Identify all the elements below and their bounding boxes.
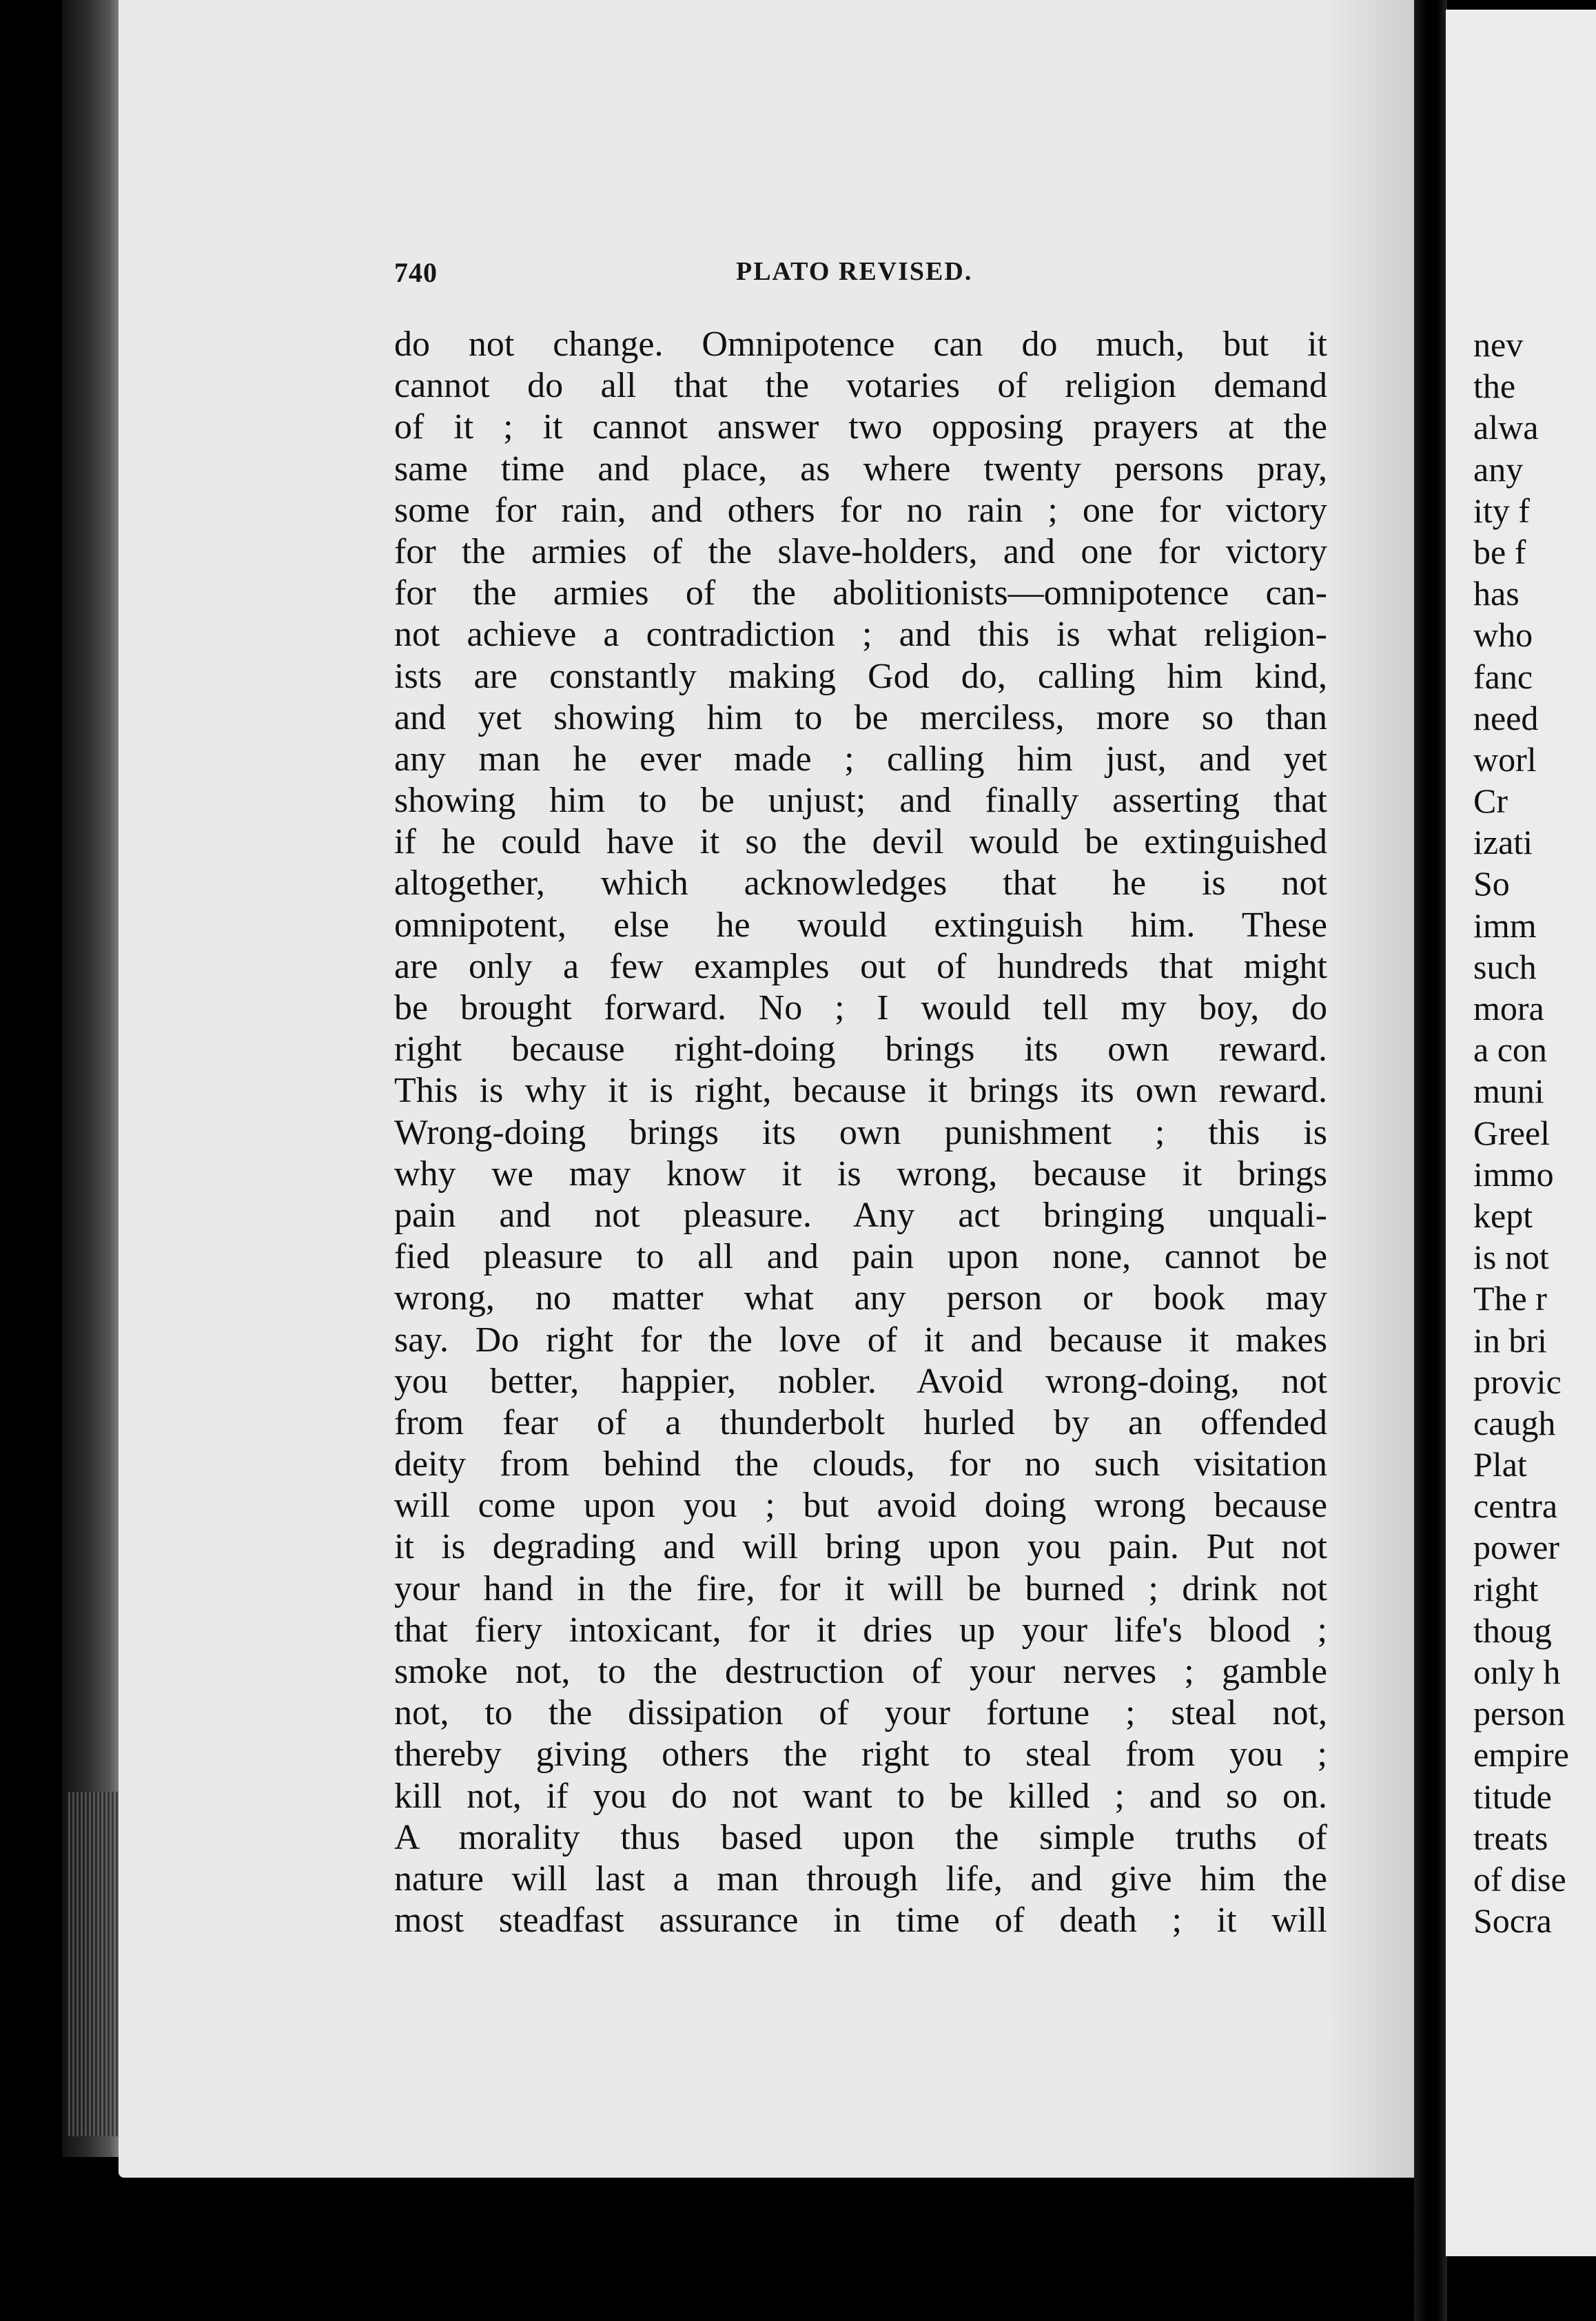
text-line: kill not, if you do not want to be killed ; and so on. xyxy=(394,1776,1327,1816)
facing-page-line: power xyxy=(1473,1528,1559,1567)
facing-page-line: thoug xyxy=(1473,1611,1552,1650)
body-text xyxy=(394,324,1327,1941)
facing-page-line: right xyxy=(1473,1569,1539,1608)
page-number: 740 xyxy=(394,257,438,288)
text-line: cannot do all that the votaries of religion demand xyxy=(394,366,1327,406)
facing-page-line: alwa xyxy=(1473,408,1539,447)
left-page-gutter-shade xyxy=(1330,0,1414,2178)
text-line: wrong, no matter what any person or book may xyxy=(394,1278,1327,1318)
text-line: do not change. Omnipotence can do much, but it xyxy=(394,325,1327,364)
facing-page-line: any xyxy=(1473,449,1524,489)
facing-page-line: Socra xyxy=(1473,1901,1552,1941)
text-line: most steadfast assurance in time of death ; it will xyxy=(394,1901,1327,1941)
text-line: fied pleasure to all and pain upon none, cannot be xyxy=(394,1237,1327,1277)
facing-page-line: a con xyxy=(1473,1030,1547,1070)
running-head xyxy=(394,256,1331,298)
facing-page-line: imm xyxy=(1473,906,1537,945)
text-line: omnipotent, else he would extinguish him. These xyxy=(394,905,1327,945)
text-line: any man he ever made ; calling him just, and yet xyxy=(394,739,1327,779)
text-line: be brought forward. No ; I would tell my boy, do xyxy=(394,988,1327,1027)
text-line: ists are constantly making God do, calling him kind, xyxy=(394,656,1327,696)
text-line: same time and place, as where twenty persons pray, xyxy=(394,449,1327,489)
text-line: pain and not pleasure. Any act bringing unquali- xyxy=(394,1195,1327,1235)
text-line: thereby giving others the right to steal from you ; xyxy=(394,1735,1327,1775)
text-line: deity from behind the clouds, for no such visitation xyxy=(394,1444,1327,1484)
running-title: PLATO REVISED. xyxy=(736,257,973,286)
facing-page-line: fanc xyxy=(1473,657,1533,696)
text-line: nature will last a man through life, and give him the xyxy=(394,1859,1327,1899)
facing-page-line: the xyxy=(1473,367,1516,406)
text-line: some for rain, and others for no rain ; one for victory xyxy=(394,490,1327,530)
facing-page-line: ity f xyxy=(1473,491,1530,530)
facing-page-line: in bri xyxy=(1473,1320,1547,1360)
facing-page-line: Greel xyxy=(1473,1113,1551,1152)
text-line: and yet showing him to be merciless, more so than xyxy=(394,697,1327,737)
facing-page-line: has xyxy=(1473,574,1520,613)
facing-page-line: such xyxy=(1473,947,1537,986)
text-line: will come upon you ; but avoid doing wrong because xyxy=(394,1486,1327,1526)
facing-page-line: of dise xyxy=(1473,1859,1566,1899)
facing-page-line: centra xyxy=(1473,1486,1558,1526)
gutter-shadow xyxy=(1414,0,1447,2321)
facing-page-line: izati xyxy=(1473,823,1533,862)
text-line: showing him to be unjust; and finally asserting that xyxy=(394,781,1327,821)
facing-page-line: be f xyxy=(1473,532,1526,571)
page-stack-lines xyxy=(66,1792,121,2136)
text-line: it is degrading and will bring upon you pain. Put not xyxy=(394,1527,1327,1567)
text-line: Wrong-doing brings its own punishment ; this is xyxy=(394,1112,1327,1152)
facing-page-line: nev xyxy=(1473,325,1524,364)
facing-page-line: immo xyxy=(1473,1154,1554,1194)
facing-page-line: Cr xyxy=(1473,781,1508,821)
text-line: you better, happier, nobler. Avoid wrong-doing, not xyxy=(394,1361,1327,1401)
text-line: for the armies of the abolitionists—omnipotence can- xyxy=(394,573,1327,613)
text-line: right because right-doing brings its own reward. xyxy=(394,1030,1327,1070)
text-line: A morality thus based upon the simple truths of xyxy=(394,1817,1327,1857)
text-line: are only a few examples out of hundreds that might xyxy=(394,946,1327,986)
facing-page-line: So xyxy=(1473,864,1510,903)
facing-page-line: kept xyxy=(1473,1196,1533,1235)
text-line: your hand in the fire, for it will be burned ; drink not xyxy=(394,1568,1327,1608)
text-line: not achieve a contradiction ; and this is what religion- xyxy=(394,615,1327,655)
text-line: from fear of a thunderbolt hurled by an offended xyxy=(394,1402,1327,1442)
text-line: for the armies of the slave-holders, and one for victory xyxy=(394,531,1327,571)
facing-page-line: who xyxy=(1473,615,1533,655)
facing-page-line: empire xyxy=(1473,1735,1569,1775)
facing-page-line: Plat xyxy=(1473,1445,1527,1484)
facing-page-line: person xyxy=(1473,1694,1566,1733)
facing-page-line: need xyxy=(1473,698,1539,737)
facing-page-line: mora xyxy=(1473,989,1544,1027)
facing-page-line: provic xyxy=(1473,1362,1562,1401)
text-line: of it ; it cannot answer two opposing prayers at the xyxy=(394,407,1327,447)
facing-page-line: only h xyxy=(1473,1653,1561,1691)
facing-page-line: caugh xyxy=(1473,1403,1556,1442)
text-line: say. Do right for the love of it and because it makes xyxy=(394,1320,1327,1360)
facing-page-line: treats xyxy=(1473,1818,1548,1857)
facing-page-line: is not xyxy=(1473,1238,1549,1277)
facing-page-line: muni xyxy=(1473,1072,1544,1111)
facing-page-line: worl xyxy=(1473,739,1537,779)
text-line: that fiery intoxicant, for it dries up your life's blood ; xyxy=(394,1610,1327,1650)
facing-page-line: titude xyxy=(1473,1777,1552,1816)
text-line: smoke not, to the destruction of your nerves ; gamble xyxy=(394,1652,1327,1691)
text-line: altogether, which acknowledges that he is not xyxy=(394,863,1327,903)
facing-page-text xyxy=(1473,324,1596,1941)
text-line: why we may know it is wrong, because it brings xyxy=(394,1154,1327,1194)
text-line: if he could have it so the devil would be extinguished xyxy=(394,822,1327,862)
text-line: not, to the dissipation of your fortune ; steal not, xyxy=(394,1693,1327,1733)
text-line: This is why it is right, because it brings its own reward. xyxy=(394,1071,1327,1111)
facing-page-line: The r xyxy=(1473,1279,1547,1318)
